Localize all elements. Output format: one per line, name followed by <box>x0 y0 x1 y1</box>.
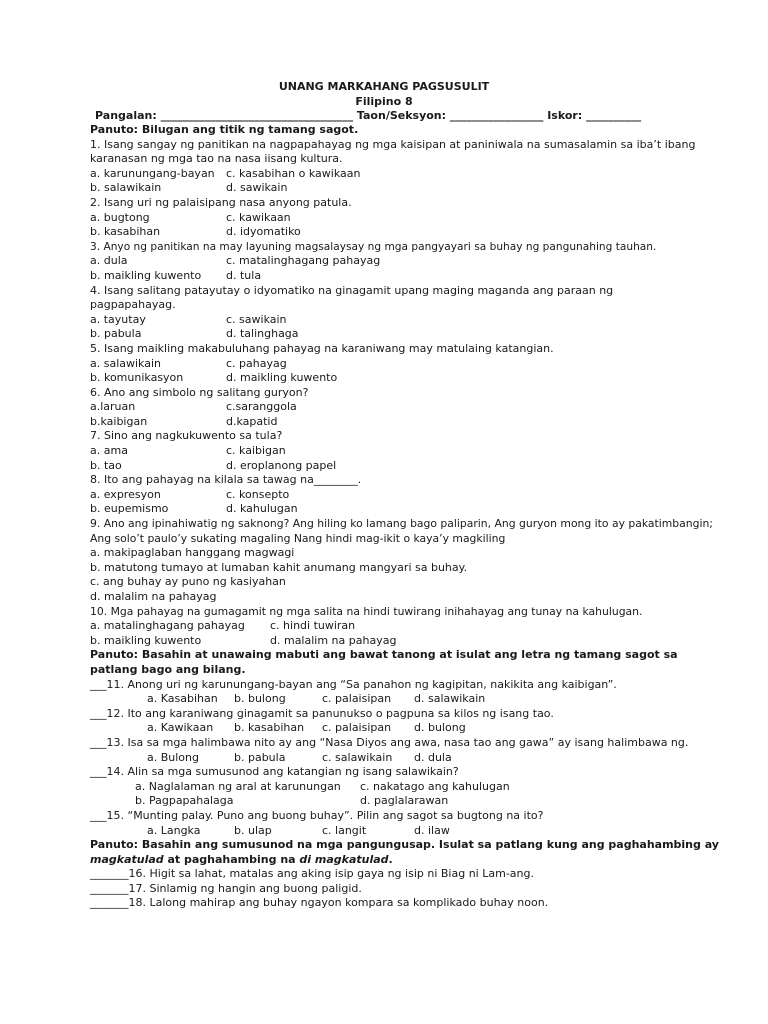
choice-c[interactable]: c. sawikain <box>226 312 287 326</box>
choice-d[interactable]: d.kapatid <box>226 414 278 428</box>
choices-row <box>90 794 720 809</box>
choice-b[interactable]: b. ulap <box>234 823 272 837</box>
choice-a[interactable]: a. Bulong <box>147 750 199 764</box>
question-16: _______16. Higit sa lahat, matalas ang aking isip gaya ng isip ni Biag ni Lam-ang. <box>90 867 534 881</box>
choices-row <box>90 780 720 795</box>
choices-row <box>90 751 720 766</box>
question-17: _______17. Sinlamig ng hangin ang buong paligid. <box>90 881 362 895</box>
question-1: 1. Isang sangay ng panitikan na nagpapahayag ng mga kaisipan at paniniwala na sumasalamin sa iba’t ibang karanasan ng mga tao na nasa iisang kultura. <box>90 137 696 166</box>
name-field[interactable]: Pangalan: ___________________________________ <box>95 109 354 122</box>
choice-c[interactable]: c. ang buhay ay puno ng kasiyahan <box>90 575 286 589</box>
instruction-emphasis: magkatulad <box>90 852 164 866</box>
choice-c[interactable]: c. hindi tuwiran <box>270 619 356 633</box>
choices-row <box>90 400 720 415</box>
exam-body <box>90 123 720 911</box>
choice-a[interactable]: a. Naglalaman ng aral at karunungan <box>135 779 341 793</box>
choices-row <box>90 634 720 649</box>
question-15: ___15. “Munting palay. Puno ang buong buhay”. Pilin ang sagot sa bugtong na ito? <box>90 808 544 822</box>
question-2: 2. Isang uri ng palaisipang nasa anyong patula. <box>90 195 352 209</box>
instruction-text: at paghahambing na <box>163 852 300 866</box>
choice-a[interactable]: a.laruan <box>90 400 136 414</box>
question-14: ___14. Alin sa mga sumusunod ang katangian ng isang salawikain? <box>90 765 459 779</box>
instruction-text: . <box>388 852 393 866</box>
question-4: 4. Isang salitang patayutay o idyomatiko na ginagamit upang maging maganda ang paraan ng pagpapahayag. <box>90 283 614 312</box>
choices-row <box>90 313 720 328</box>
choice-c[interactable]: c.saranggola <box>226 400 297 414</box>
question-9: 9. Ano ang ipinahiwatig ng saknong? Ang hiling ko lamang bago paliparin, Ang guryon mong ito ay pakatimbangin; Ang solo’t paulo’y sukating magaling Nang hindi mag-ikit o kaya’y magkiling <box>90 517 713 545</box>
part2-instruction: Panuto: Basahin at unawaing mabuti ang bawat tanong at isulat ang letra ng tamang sagot sa patlang bago ang bilang. <box>90 648 678 676</box>
part3-instruction <box>90 838 720 867</box>
choice-d[interactable]: d. malalim na pahayag <box>270 633 397 647</box>
choice-a[interactable]: a. salawikain <box>90 356 162 370</box>
choices-row <box>90 502 720 517</box>
question-8: 8. Ito ang pahayag na kilala sa tawag na________. <box>90 473 362 487</box>
choice-a[interactable]: a. Langka <box>147 823 201 837</box>
choice-a[interactable]: a. makipaglaban hanggang magwagi <box>90 546 295 560</box>
choice-a[interactable]: a. tayutay <box>90 312 146 326</box>
choice-c[interactable]: c. kawikaan <box>226 210 291 224</box>
choice-b[interactable]: b. komunikasyon <box>90 371 184 385</box>
choice-d[interactable]: d. maikling kuwento <box>226 371 338 385</box>
exam-title: UNANG MARKAHANG PAGSUSULIT <box>278 80 490 93</box>
choice-b[interactable]: b. maikling kuwento <box>90 268 202 282</box>
choice-a[interactable]: a. matalinghagang pahayag <box>90 619 245 633</box>
question-10: 10. Mga pahayag na gumagamit ng mga salita na hindi tuwirang inihahayag ang tunay na kahulugan. <box>90 604 643 618</box>
choice-c[interactable]: c. pahayag <box>226 356 287 370</box>
choice-d[interactable]: d. paglalarawan <box>360 794 449 808</box>
choice-d[interactable]: d. ilaw <box>414 823 450 837</box>
choices-row <box>90 415 720 430</box>
choices-row <box>90 444 720 459</box>
question-13: ___13. Isa sa mga halimbawa nito ay ang “Nasa Diyos ang awa, nasa tao ang gawa” ay isang halimbawa ng. <box>90 735 689 749</box>
choice-c[interactable]: c. kasabihan o kawikaan <box>226 166 361 180</box>
choice-c[interactable]: c. palaisipan <box>322 721 392 735</box>
choices-row <box>90 327 720 342</box>
choice-a[interactable]: a. bugtong <box>90 210 150 224</box>
choice-d[interactable]: d. salawikain <box>414 692 486 706</box>
choice-b[interactable]: b. pabula <box>90 327 142 341</box>
choice-a[interactable]: a. karunungang-bayan <box>90 166 215 180</box>
choice-b[interactable]: b.kaibigan <box>90 414 148 428</box>
question-11: ___11. Anong uri ng karunungang-bayan ang “Sa panahon ng kagipitan, nakikita ang kaibigan”. <box>90 677 617 691</box>
question-18: _______18. Lalong mahirap ang buhay ngayon kompara sa komplikado buhay noon. <box>90 896 549 910</box>
choice-a[interactable]: a. Kasabihan <box>147 692 218 706</box>
choice-d[interactable]: d. tula <box>226 268 262 282</box>
choice-b[interactable]: b. kasabihan <box>234 721 305 735</box>
choices-row <box>90 225 720 240</box>
choice-d[interactable]: d. eroplanong papel <box>226 458 337 472</box>
choice-c[interactable]: c. kaibigan <box>226 444 286 458</box>
score-field[interactable]: Iskor: __________ <box>547 109 642 122</box>
choice-d[interactable]: d. kahulugan <box>226 502 298 516</box>
question-12: ___12. Ito ang karaniwang ginagamit sa panunukso o pagpuna sa kilos ng isang tao. <box>90 706 554 720</box>
choices-row <box>90 824 720 839</box>
choice-b[interactable]: b. Pagpapahalaga <box>135 794 234 808</box>
choice-d[interactable]: d. dula <box>414 750 452 764</box>
choice-b[interactable]: b. eupemismo <box>90 502 169 516</box>
choice-b[interactable]: b. tao <box>90 458 122 472</box>
choice-b[interactable]: b. matutong tumayo at lumaban kahit anumang mangyari sa buhay. <box>90 560 468 574</box>
choices-row <box>90 692 720 707</box>
choice-c[interactable]: c. konsepto <box>226 487 290 501</box>
student-info-row <box>95 109 715 122</box>
choice-b[interactable]: b. kasabihan <box>90 225 161 239</box>
choice-d[interactable]: d. bulong <box>414 721 466 735</box>
section-field[interactable]: Taon/Seksyon: _________________ <box>356 109 544 122</box>
question-6: 6. Ano ang simbolo ng salitang guryon? <box>90 385 309 399</box>
choices-row <box>90 181 720 196</box>
choice-b[interactable]: b. pabula <box>234 750 286 764</box>
question-3: 3. Anyo ng panitikan na may layuning magsalaysay ng mga pangyayari sa buhay ng pangunahing tauhan. <box>90 240 657 253</box>
choice-d[interactable]: d. idyomatiko <box>226 225 301 239</box>
choices-row <box>90 254 720 269</box>
choice-a[interactable]: a. Kawikaan <box>147 721 214 735</box>
choices-row <box>90 619 720 634</box>
choice-d[interactable]: d. malalim na pahayag <box>90 590 217 603</box>
choices-row <box>90 357 720 372</box>
choice-b[interactable]: b. salawikain <box>90 181 162 195</box>
question-5: 5. Isang maikling makabuluhang pahayag na karaniwang may matulaing katangian. <box>90 341 554 355</box>
choice-c[interactable]: c. langit <box>322 823 367 837</box>
choices-row <box>90 167 720 182</box>
choice-b[interactable]: b. maikling kuwento <box>90 633 202 647</box>
part1-instruction: Panuto: Bilugan ang titik ng tamang sagot. <box>90 123 359 136</box>
choice-d[interactable]: d. talinghaga <box>226 327 299 341</box>
choice-a[interactable]: a. ama <box>90 444 128 458</box>
choice-c[interactable]: c. matalinghagang pahayag <box>226 254 381 268</box>
choice-a[interactable]: a. expresyon <box>90 487 161 501</box>
choices-row <box>90 488 720 503</box>
choices-row <box>90 269 720 284</box>
choices-row <box>90 211 720 226</box>
choice-c[interactable]: c. nakatago ang kahulugan <box>360 779 510 793</box>
choices-row <box>90 721 720 736</box>
choice-c[interactable]: c. salawikain <box>322 750 393 764</box>
choice-c[interactable]: c. palaisipan <box>322 692 392 706</box>
choices-row <box>90 459 720 474</box>
instruction-text: Panuto: Basahin ang sumusunod na mga pangungusap. Isulat sa patlang kung ang paghahambing ay <box>90 838 719 852</box>
question-7: 7. Sino ang nagkukuwento sa tula? <box>90 429 283 443</box>
choice-b[interactable]: b. bulong <box>234 692 286 706</box>
choice-a[interactable]: a. dula <box>90 254 128 268</box>
choice-d[interactable]: d. sawikain <box>226 181 288 195</box>
instruction-emphasis: di magkatulad <box>299 852 389 866</box>
exam-subject: Filipino 8 <box>355 95 413 108</box>
choices-row <box>90 371 720 386</box>
